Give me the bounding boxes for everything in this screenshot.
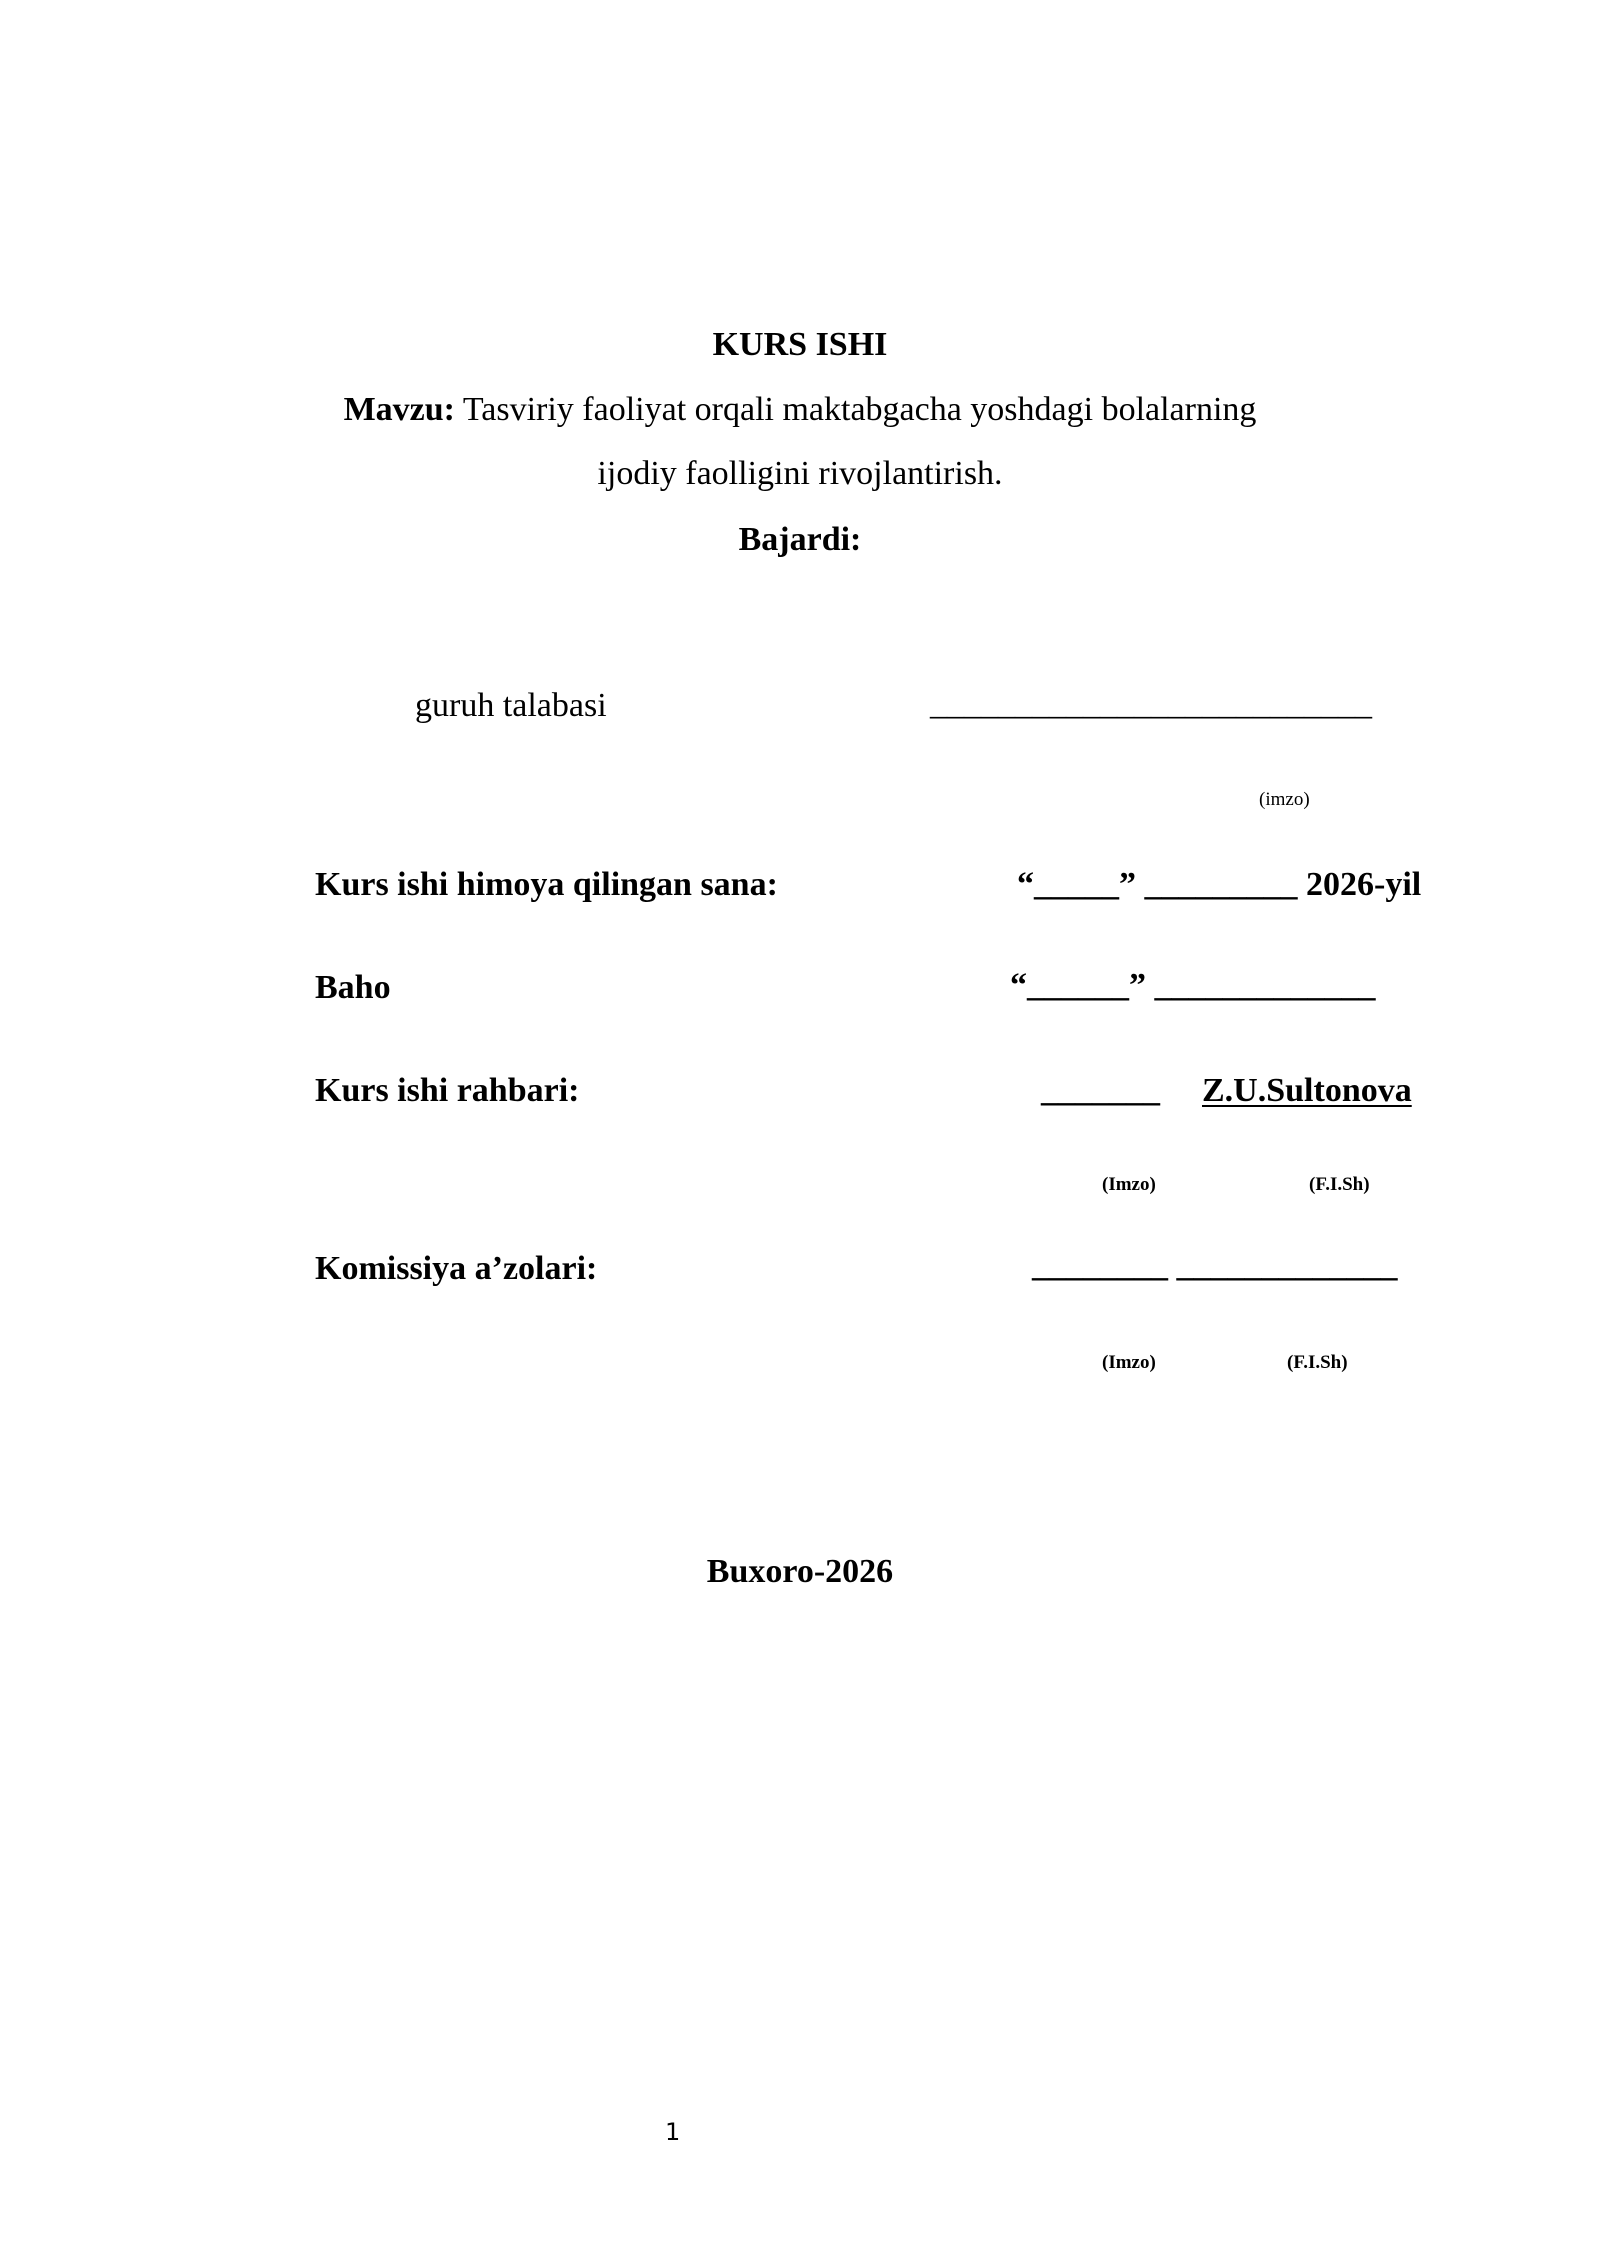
topic-text-1: Tasviriy faoliyat orqali maktabgacha yoshdagi bolalarning	[462, 391, 1257, 428]
topic-label: Mavzu:	[343, 391, 455, 428]
student-signature-line: __________________________	[930, 685, 1372, 722]
supervisor-caption-name: (F.I.Sh)	[1309, 1174, 1370, 1195]
defense-date-value: “_____” _________ 2026-yil	[1017, 866, 1422, 903]
page-number: 1	[665, 2118, 681, 2146]
commission-caption-name: (F.I.Sh)	[1287, 1352, 1348, 1373]
supervisor-name: Z.U.Sultonova	[1202, 1072, 1412, 1109]
commission-caption-sign: (Imzo)	[1102, 1352, 1156, 1373]
supervisor-label: Kurs ishi rahbari:	[315, 1072, 580, 1109]
place-year: Buxoro-2026	[706, 1553, 894, 1590]
supervisor-signature-line: _______	[1041, 1072, 1160, 1109]
grade-value: “______” _____________	[1010, 967, 1376, 1004]
commission-lines: ________ _____________	[1032, 1247, 1398, 1284]
supervisor-caption-sign: (Imzo)	[1102, 1174, 1156, 1195]
student-label: guruh talabasi	[415, 687, 607, 724]
performed-by-heading: Bajardi:	[738, 521, 862, 558]
topic-line-1	[0, 390, 1600, 430]
commission-label: Komissiya a’zolari:	[315, 1250, 598, 1287]
topic-line-2: ijodiy faolligini rivojlantirish.	[597, 455, 1003, 492]
defense-date-label: Kurs ishi himoya qilingan sana:	[315, 866, 778, 903]
document-title: KURS ISHI	[712, 326, 888, 363]
student-signature-caption: (imzo)	[1259, 789, 1310, 810]
grade-label: Baho	[315, 969, 391, 1006]
